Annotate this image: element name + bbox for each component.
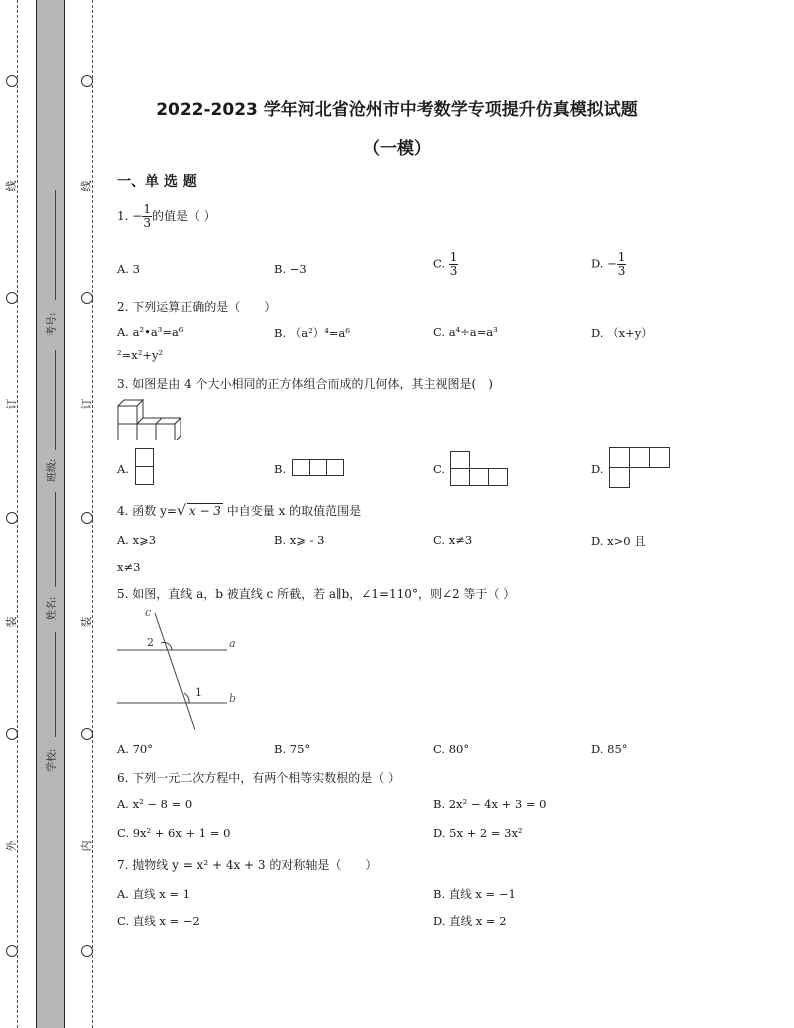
option-d[interactable]: D. 5x + 2 = 3x²	[433, 826, 523, 840]
option-d[interactable]: D. 直线 x = 2	[433, 914, 507, 928]
fraction-denominator: 3	[143, 216, 151, 230]
binding-strip	[36, 0, 64, 1028]
binding-hole	[81, 728, 93, 740]
field-line-name[interactable]	[55, 492, 56, 587]
label-angle-2: 2	[147, 636, 154, 649]
strip-edge-right	[64, 0, 65, 1028]
question-stem: 如图，直线 a，b 被直线 c 所截，若 a∥b，∠1=110°，则∠2 等于（ ）	[132, 587, 516, 601]
option-a[interactable]: A.	[117, 462, 129, 476]
margin-char-wai: 外	[5, 840, 18, 852]
cube-solid-figure	[117, 398, 181, 440]
option-d-continued: ²=x²+y²	[117, 348, 164, 362]
field-label-name: 姓名:	[47, 596, 58, 620]
margin-char-xian: 线	[5, 180, 18, 192]
option-label: C.	[433, 256, 446, 271]
option-d[interactable]: D. 85°	[591, 742, 628, 756]
fraction	[617, 251, 627, 278]
option-c[interactable]: C.	[433, 462, 446, 476]
question-stem: 如图是由 4 个大小相同的正方体组合而成的几何体，其主视图是( )	[132, 377, 493, 391]
question-1	[117, 203, 216, 230]
sqrt-radicand: x − 3	[188, 504, 221, 518]
option-b[interactable]: B. 直线 x = −1	[433, 887, 516, 901]
option-a[interactable]: A. 直线 x = 1	[117, 887, 191, 901]
binding-hole	[81, 512, 93, 524]
fraction-denominator: 3	[617, 264, 626, 278]
option-b[interactable]: B. −3	[274, 262, 307, 276]
option-d[interactable]	[591, 251, 626, 278]
option-d[interactable]: D. （x+y）	[591, 326, 653, 340]
question-3	[117, 375, 493, 392]
question-stem: 抛物线 y = x² + 4x + 3 的对称轴是（ ）	[132, 858, 378, 872]
question-stem: 中自变量 x 的取值范围是	[226, 504, 362, 518]
field-line-exam-number[interactable]	[55, 190, 56, 300]
strip-edge-left	[36, 0, 37, 1028]
fraction	[449, 251, 459, 278]
option-b[interactable]: B. 2x² − 4x + 3 = 0	[433, 797, 547, 811]
question-2	[117, 298, 276, 315]
option-c[interactable]: C. 80°	[433, 742, 470, 756]
question-number: 4.	[117, 504, 129, 518]
option-b[interactable]: B.	[274, 462, 287, 476]
option-d-figure	[609, 447, 671, 489]
field-line-class[interactable]	[55, 350, 56, 450]
margin-char-nei: 内	[80, 840, 93, 852]
margin-char-zhuang: 装	[5, 616, 18, 628]
option-b[interactable]: B. （a²）⁴=a⁶	[274, 326, 350, 340]
label-b: b	[229, 692, 237, 705]
option-a[interactable]: A. x² − 8 = 0	[117, 797, 193, 811]
question-number: 3.	[117, 377, 129, 391]
binding-hole	[6, 728, 18, 740]
field-label-class: 班级:	[47, 458, 58, 482]
option-a-figure	[135, 448, 154, 486]
binding-hole	[6, 292, 18, 304]
question-number: 7.	[117, 858, 129, 872]
parallel-lines-figure	[117, 603, 247, 733]
option-b[interactable]: B. x⩾ - 3	[274, 533, 325, 547]
option-d[interactable]: D. x>0 且	[591, 534, 646, 548]
option-b[interactable]: B. 75°	[274, 742, 311, 756]
binding-hole	[81, 75, 93, 87]
question-stem: 下列一元二次方程中，有两个相等实数根的是（ ）	[132, 771, 401, 785]
label-c: c	[145, 606, 152, 619]
question-6	[117, 769, 400, 786]
option-c[interactable]: C. x≠3	[433, 533, 473, 547]
option-a[interactable]: A. a²•a³=a⁶	[117, 325, 184, 339]
field-line-school[interactable]	[55, 632, 56, 737]
fraction-numerator: 1	[449, 250, 458, 264]
line-c	[155, 613, 195, 730]
option-d-continued: x≠3	[117, 560, 141, 574]
option-a[interactable]: A. 3	[117, 262, 140, 276]
margin-char-ding: 订	[80, 398, 93, 410]
option-label: D. −	[591, 256, 617, 271]
question-stem: 下列运算正确的是（ ）	[132, 300, 277, 314]
option-d[interactable]: D.	[591, 462, 604, 476]
option-a[interactable]: A. 70°	[117, 742, 153, 756]
question-number: 6.	[117, 771, 129, 785]
label-angle-1: 1	[195, 686, 202, 699]
binding-hole	[6, 945, 18, 957]
fraction-denominator: 3	[449, 264, 458, 278]
binding-hole	[81, 945, 93, 957]
option-c[interactable]	[433, 251, 458, 278]
binding-hole	[6, 75, 18, 87]
option-c[interactable]: C. 直线 x = −2	[117, 914, 200, 928]
question-number: 1.	[117, 209, 129, 223]
question-number: 5.	[117, 587, 129, 601]
question-stem: 的值是（ ）	[151, 209, 216, 223]
option-c-figure	[450, 451, 508, 487]
question-5	[117, 585, 515, 602]
page-title: 2022-2023 学年河北省沧州市中考数学专项提升仿真模拟试题	[156, 100, 638, 120]
question-number: 2.	[117, 300, 129, 314]
margin-char-zhuang: 装	[80, 616, 93, 628]
question-4	[117, 502, 361, 519]
fraction-numerator: 1	[143, 202, 151, 216]
fraction	[142, 203, 152, 230]
margin-char-xian: 线	[80, 180, 93, 192]
question-stem-prefix: 函数 y=	[132, 504, 177, 518]
label-a: a	[229, 637, 236, 650]
section-heading: 一、单 选 题	[117, 174, 197, 190]
binding-hole	[6, 512, 18, 524]
field-label-school: 学校:	[47, 748, 58, 772]
fraction-numerator: 1	[617, 250, 626, 264]
option-c[interactable]: C. a⁴÷a=a³	[433, 325, 498, 339]
margin-char-ding: 订	[5, 398, 18, 410]
field-label-exam-number: 考号:	[47, 312, 58, 336]
option-c[interactable]: C. 9x² + 6x + 1 = 0	[117, 826, 231, 840]
question-7	[117, 856, 377, 873]
question-stem-prefix: −	[132, 209, 143, 223]
binding-hole	[81, 292, 93, 304]
option-b-figure	[292, 459, 346, 477]
option-a[interactable]: A. x⩾3	[117, 533, 157, 547]
sqrt-sign: √	[176, 503, 186, 519]
page-subtitle: （一模）	[363, 139, 431, 159]
